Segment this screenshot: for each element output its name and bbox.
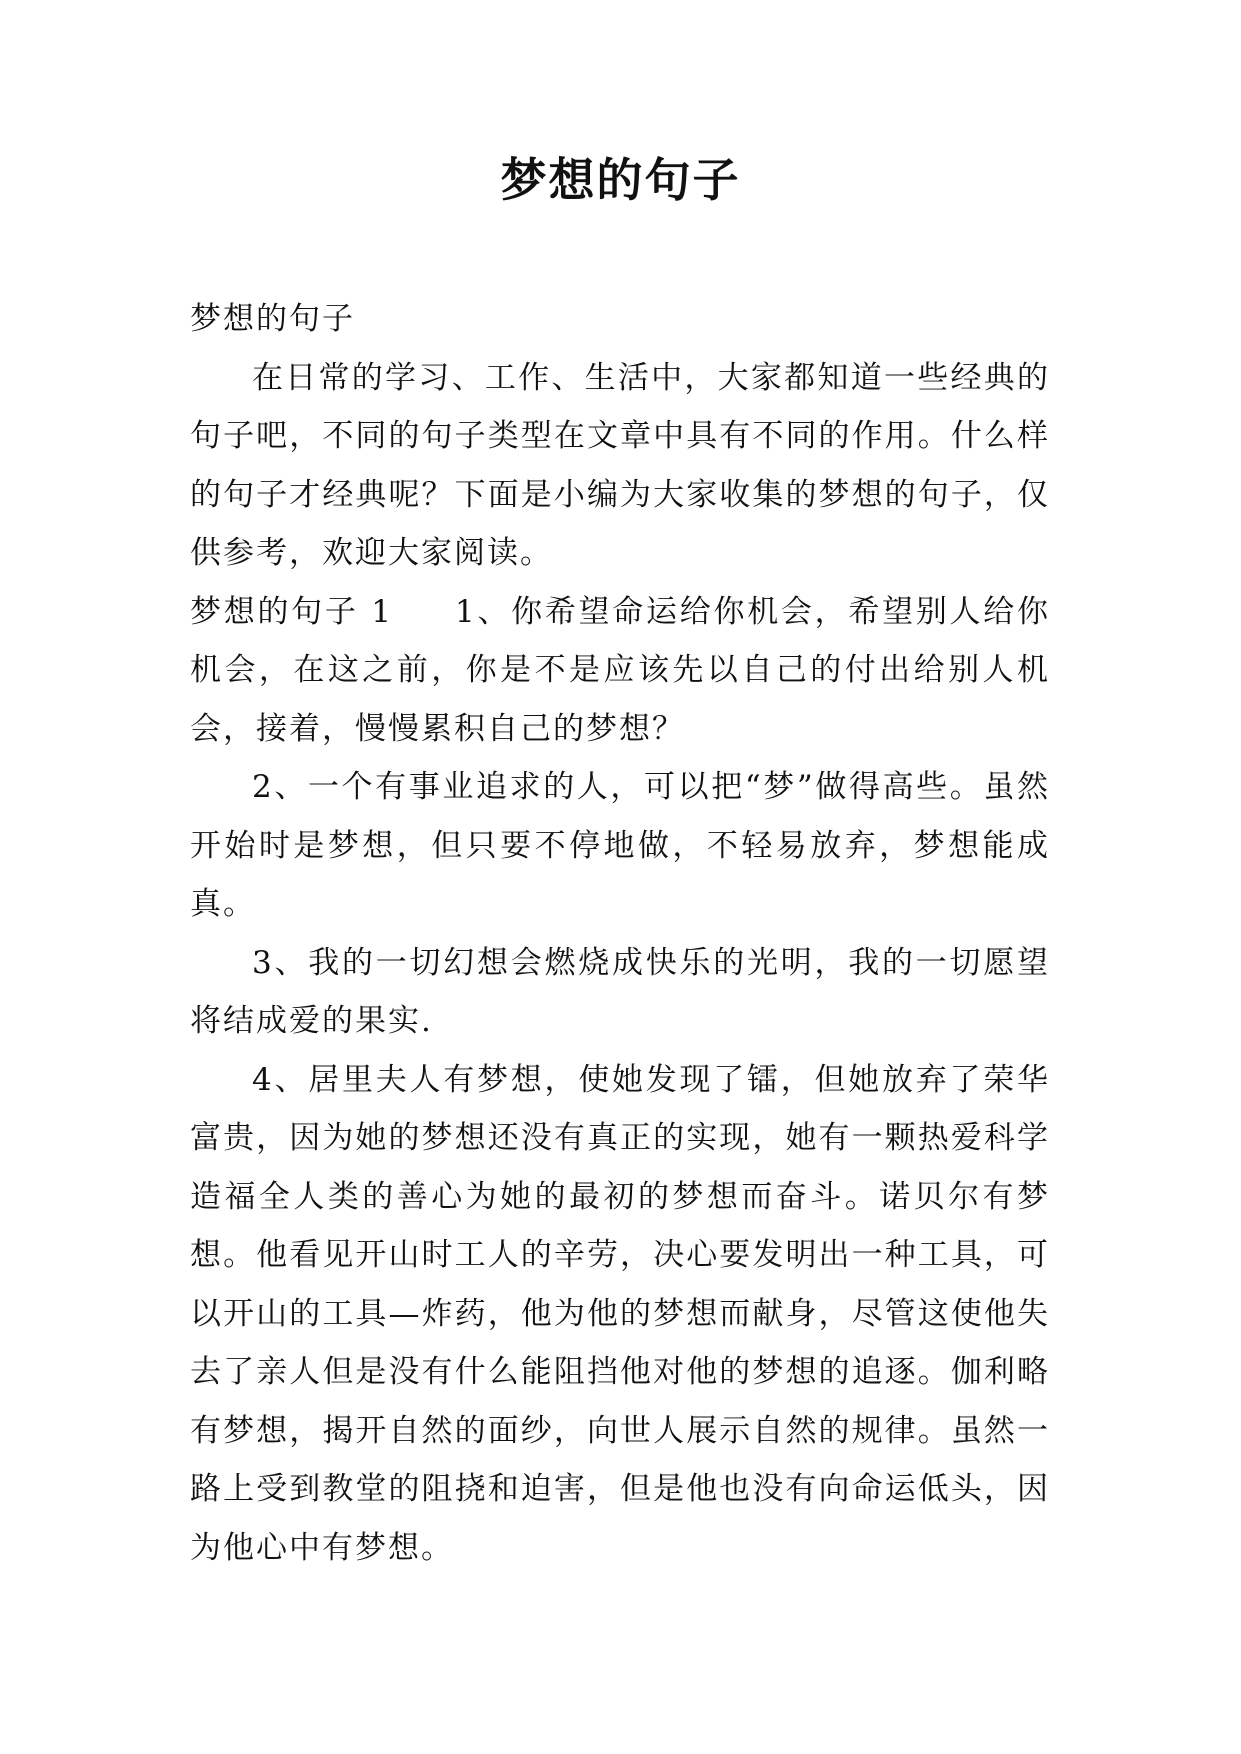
subtitle-line: 梦想的句子: [190, 301, 355, 337]
item-1-text: 1、你希望命运给你机会，希望别人给你机会，在这之前，你是不是应该先以自己的付出给别人机会，接着，慢慢累积自己的梦想？: [190, 593, 1050, 747]
section-heading: 梦想的句子 1: [190, 593, 393, 630]
item-3-paragraph: 3、我的一切幻想会燃烧成快乐的光明，我的一切愿望将结成爱的果实.: [190, 944, 1050, 1039]
intro-paragraph: 在日常的学习、工作、生活中，大家都知道一些经典的句子吧，不同的句子类型在文章中具有不同的作用。什么样的句子才经典呢？下面是小编为大家收集的梦想的句子，仅供参考，欢迎大家阅读。: [190, 359, 1050, 571]
item-4-paragraph: 4、居里夫人有梦想，使她发现了镭，但她放弃了荣华富贵，因为她的梦想还没有真正的实现，她有一颗热爱科学造福全人类的善心为她的最初的梦想而奋斗。诺贝尔有梦想。他看见开山时工人的辛劳，决心要发明出一种工具，可以开山的工具—炸药，他为他的梦想而献身，尽管这使他失去了亲人但是没有什么能阻挡他对他的梦想的追逐。伽利略有梦想，揭开自然的面纱，向世人展示自然的规律。虽然一路上受到教堂的阻挠和迫害，但是他也没有向命运低头，因为他心中有梦想。: [190, 1061, 1050, 1566]
document-body: [190, 290, 1050, 1577]
item-2-paragraph: 2、一个有事业追求的人，可以把“梦”做得高些。虽然开始时是梦想，但只要不停地做，不轻易放弃，梦想能成真。: [190, 769, 1050, 922]
document-title: 梦想的句子: [500, 153, 741, 207]
item-1-paragraph: [190, 583, 1050, 759]
